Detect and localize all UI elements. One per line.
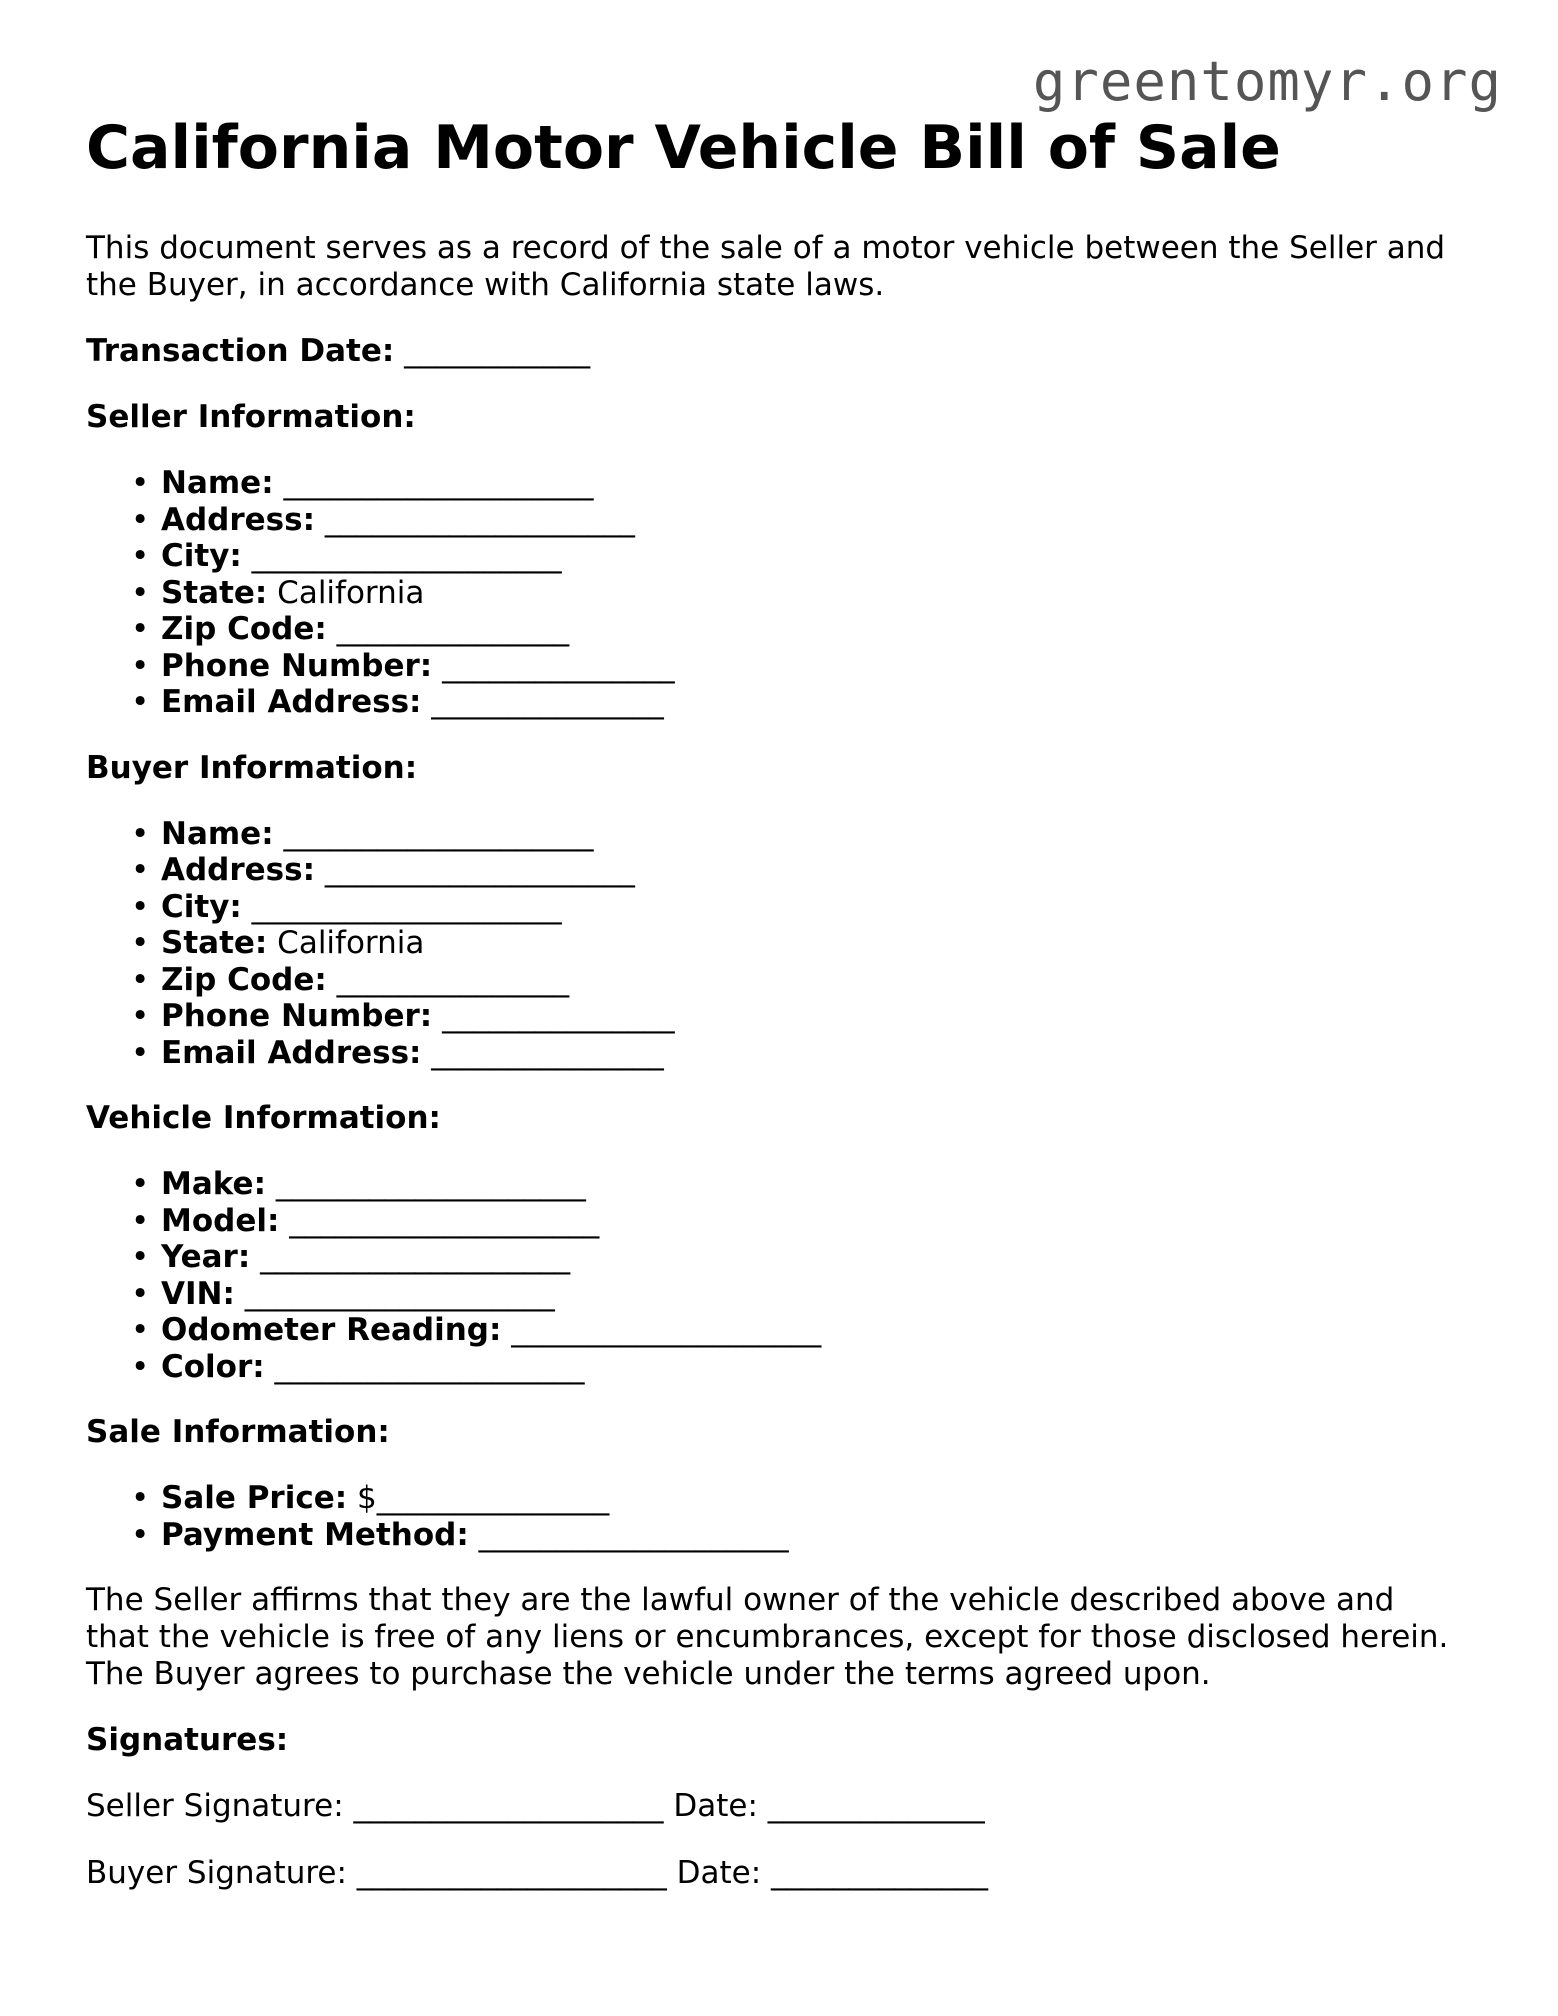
field-label: Model: [161, 1202, 280, 1239]
seller-name-item [131, 465, 1466, 502]
sale-field-list [86, 1480, 1466, 1553]
bullet: • [131, 852, 150, 888]
bullet: • [131, 1275, 150, 1312]
field-label: State: [161, 574, 268, 611]
field-blank: ____________________ [274, 1348, 585, 1385]
field-blank: ____________________ [251, 538, 562, 574]
seller-address-item [131, 501, 1466, 539]
field-label: Phone Number: [161, 647, 433, 684]
transaction-date-blank: ____________ [404, 333, 591, 369]
bullet: • [131, 574, 150, 611]
bullet: • [131, 888, 150, 925]
bullet: • [131, 684, 150, 720]
seller-state-item [131, 574, 1466, 612]
bullet: • [131, 1034, 150, 1071]
field-blank: ____________________ [283, 465, 594, 501]
field-blank: _______________ [431, 1034, 664, 1071]
document-title: California Motor Vehicle Bill of Sale [86, 113, 1281, 183]
vehicle-model-item [131, 1202, 1466, 1240]
field-label: Payment Method: [161, 1516, 469, 1553]
field-label: State: [161, 925, 268, 961]
field-label: Zip Code: [161, 961, 327, 998]
vehicle-field-list [86, 1166, 1466, 1385]
vehicle-vin-item [131, 1275, 1466, 1313]
buyer-signature-line: Buyer Signature: ____________________ Date: ______________ [86, 1855, 989, 1891]
bullet: • [131, 925, 150, 961]
field-label: Year: [161, 1239, 251, 1275]
field-blank: _______________ [336, 611, 570, 647]
field-blank: ____________________ [251, 888, 562, 925]
field-label: Sale Price: [161, 1480, 348, 1516]
bullet: • [131, 1202, 150, 1239]
field-label: Address: [161, 501, 315, 538]
seller-field-list [86, 465, 1466, 721]
bullet: • [131, 1348, 150, 1385]
field-blank: ____________________ [244, 1275, 555, 1312]
document-page [86, 108, 1466, 1892]
watermark: greentomyr.org [1032, 50, 1502, 113]
transaction-date-line [86, 333, 1466, 370]
seller-signature-line: Seller Signature: ____________________ Date: ______________ [86, 1788, 985, 1824]
bullet: • [131, 465, 150, 501]
signatures-heading: Signatures: [86, 1722, 289, 1758]
field-blank: $_______________ [356, 1480, 610, 1516]
field-label: City: [161, 538, 242, 574]
bullet: • [131, 1516, 150, 1553]
field-blank: _______________ [336, 961, 570, 998]
buyer-zip-item [131, 961, 1466, 999]
field-blank: ____________________ [511, 1312, 822, 1348]
bullet: • [131, 611, 150, 647]
buyer-address-item [131, 852, 1466, 889]
buyer-field-list [86, 816, 1466, 1072]
bullet: • [131, 815, 150, 852]
field-label: VIN: [161, 1275, 235, 1312]
bullet: • [131, 501, 150, 538]
seller-city-item [131, 538, 1466, 575]
field-blank: ____________________ [478, 1516, 789, 1553]
affirmation-paragraph: The Seller affirms that they are the lawful owner of the vehicle described above and that the vehicle is free of any liens or encumbrances, except for those disclosed herein. The Buyer agrees to purchase the vehicle under the terms agreed upon. [86, 1582, 1449, 1692]
buyer-state-item [131, 925, 1466, 962]
bullet: • [131, 538, 150, 574]
sale-price-item [131, 1480, 1466, 1517]
field-label: Color: [161, 1348, 265, 1385]
field-label: Name: [161, 815, 274, 852]
field-blank: ____________________ [283, 815, 594, 852]
vehicle-make-item [131, 1166, 1466, 1203]
vehicle-heading: Vehicle Information: [86, 1100, 441, 1136]
field-label: Make: [161, 1166, 266, 1202]
bullet: • [131, 1480, 150, 1516]
buyer-phone-item [131, 998, 1466, 1035]
field-label: Phone Number: [161, 998, 433, 1034]
bullet: • [131, 1312, 150, 1348]
bullet: • [131, 998, 150, 1034]
field-blank: _______________ [431, 684, 664, 720]
field-label: Name: [161, 465, 274, 501]
buyer-name-item [131, 815, 1466, 853]
vehicle-color-item [131, 1348, 1466, 1386]
bullet: • [131, 647, 150, 684]
field-label: Email Address: [161, 1034, 422, 1071]
seller-zip-item [131, 611, 1466, 648]
buyer-email-item [131, 1034, 1466, 1072]
field-label: Odometer Reading: [161, 1312, 502, 1348]
vehicle-odometer-item [131, 1312, 1466, 1349]
field-label: City: [161, 888, 242, 925]
field-blank: ____________________ [324, 501, 635, 538]
bullet: • [131, 1166, 150, 1202]
seller-email-item [131, 684, 1466, 721]
field-value: California [277, 574, 425, 611]
field-blank: ____________________ [260, 1239, 571, 1275]
bullet: • [131, 961, 150, 998]
payment-method-item [131, 1516, 1466, 1554]
transaction-date-label: Transaction Date: [86, 333, 395, 369]
seller-phone-item [131, 647, 1466, 685]
field-blank: ____________________ [275, 1166, 586, 1202]
field-blank: ____________________ [324, 852, 635, 888]
field-blank: _______________ [442, 647, 675, 684]
buyer-heading: Buyer Information: [86, 749, 418, 786]
intro-paragraph: This document serves as a record of the sale of a motor vehicle between the Seller and the Buyer, in accordance with California state laws. [86, 230, 1446, 303]
field-value: California [277, 925, 425, 961]
vehicle-year-item [131, 1239, 1466, 1276]
sale-heading: Sale Information: [86, 1414, 390, 1450]
bullet: • [131, 1239, 150, 1275]
buyer-city-item [131, 888, 1466, 926]
field-blank: ____________________ [289, 1202, 600, 1239]
field-label: Zip Code: [161, 611, 327, 647]
field-label: Address: [161, 852, 315, 888]
seller-heading: Seller Information: [86, 399, 416, 435]
field-label: Email Address: [161, 684, 422, 720]
field-blank: _______________ [442, 998, 675, 1034]
